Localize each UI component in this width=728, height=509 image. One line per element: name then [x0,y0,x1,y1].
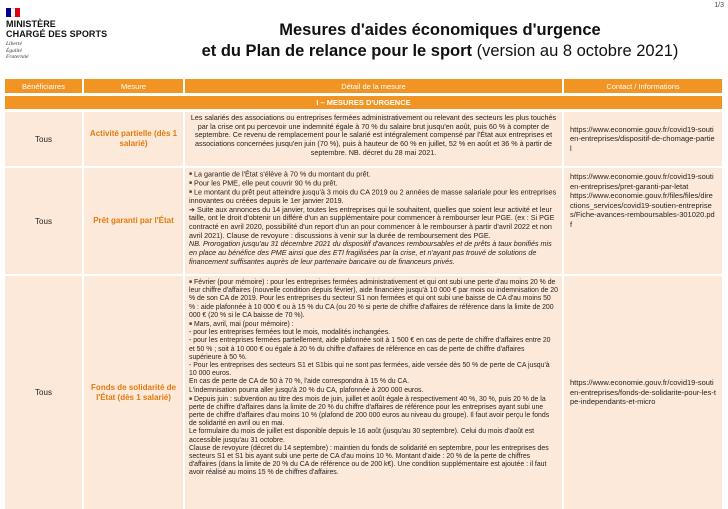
cell-detail [185,112,562,166]
detail-bullet: ■ Depuis juin : subvention au titre des mois de juin, juillet et août égale à respectivement 40 %, 30 %, puis 20 % de la perte de chiffre d'affaires dans la limite de 20 % du chiffre d'affaires de référence pour les entreprises ayant subi une perte de chiffre d'affaires d'au moins 10 % (plafond de 200 000 euros au niveau du groupe). Il faut avoir perçu le fonds de solidarité en avril ou en mai. [189,395,558,429]
detail-bullet: ■ Pour les PME, elle peut couvrir 90 % du prêt. [189,179,558,188]
contact-link[interactable]: https://www.economie.gouv.fr/covid19-soutien-entreprises/dispositif-de-chomage-partiel [570,124,715,153]
detail-paragraph: L'indemnisation pourra aller jusqu'à 20 % du CA, plafonnée à 200 000 euros. [189,386,424,394]
motto-fraternite: Fraternité [6,54,29,60]
cell-detail [185,168,562,274]
beneficiaires-text: Tous [35,388,52,397]
cell-mesure [84,276,183,509]
mesure-text: Activité partielle (dès 1 salarié) [89,129,178,148]
title-line2-rest: (version au 8 octobre 2021) [472,42,679,60]
beneficiaires-text: Tous [35,134,52,144]
contact-link[interactable]: https://www.economie.gouv.fr/covid19-soutien-entreprises/fonds-de-solidarite-pour-les-tpe-independants-et-micro [570,378,716,407]
beneficiaires-text: Tous [35,216,52,226]
table-row [5,276,722,509]
marianne-flag-icon [6,8,20,17]
table-row [5,168,722,274]
table-row [5,112,722,166]
motto-liberte: Liberté [6,41,22,47]
detail-note: NB. Prorogation jusqu'au 31 décembre 2021 du dispositif d'avances remboursables et de prêts à taux bonifiés mis en place au bénéfice des PME ainsi que des ETI fragilisées par la crise, et n'ayant pas trouvé de solutions de financement suffisantes auprès de leur partenaire bancaire ou de financeurs privés. [189,239,552,266]
detail-bullet: ■ Février (pour mémoire) : pour les entreprises fermées administrativement et qui ont subi une perte d'au moins 20 % de leur chiffre d'affaires (nouvelle condition depuis février), aide financière jusqu'à 10 000 € par mois ou indemnisation de 20 % de son CA de 2019. Pour les entreprises du secteur S1 non fermées et qui ont subi une baisse de CA d'au moins 50 % : aide plafonnée à 10 000 € ou à 15 % du CA (ou 20 % si perte de chiffre d'affaires de référence dans la limite de 200 000 € (20 % si le CA baisse de 70 %). [189,278,558,320]
ministry-logo [6,8,126,61]
detail-paragraph: Clause de revoyure (décret du 14 septembre) : maintien du fonds de solidarité en septembre, pour les entreprises des secteurs S1 et S1 bis ayant subi une perte de CA d'au moins 10 %. Montant d'aide : 20 % de la perte de chiffres d'affaires (dans la limite de 20 % du CA de référence ou de 200 k€). Une condition supplémentaire est ajoutée : il faut avoir réalisé au moins 15 % de chiffres d'affaires. [189,444,549,477]
table-header [5,79,722,93]
cell-contact [564,276,722,509]
mesure-text: Fonds de solidarité de l'État (dès 1 salarié) [91,382,176,402]
section-heading: I – MESURES D'URGENCE [5,96,722,109]
detail-bullet: ■ La garantie de l'État s'élève à 70 % du montant du prêt. [189,170,558,179]
header-mesure: Mesure [84,79,183,93]
ministry-name-line1: MINISTÈRE [6,19,56,29]
title-line1: Mesures d'aides économiques d'urgence [279,21,601,39]
cell-beneficiaires [5,168,82,274]
detail-bullet: ■ Mars, avril, mai (pour mémoire) : [189,320,558,329]
cell-mesure [84,112,183,166]
motto-egalite: Égalité [6,47,22,54]
detail-paragraph: - pour les entreprises fermées tout le mois, modalités inchangées. [189,329,391,337]
mesure-text: Prêt garanti par l'État [93,216,174,225]
title-line2-bold: et du Plan de relance pour le sport [201,42,473,60]
header-beneficiaires: Bénéficiaires [5,79,82,93]
detail-paragraph: - Pour les entreprises des secteurs S1 et S1bis qui ne sont pas fermées, aide versée dès 50 % de perte de CA jusqu'à 10 000 euros. [189,361,550,378]
detail-paragraph: Les salariés des associations ou entreprises fermées administrativement ou relevant des secteurs les plus touchés par la crise ont pu percevoir une indemnité égale à 70 % du salaire brut jusqu'en août, puis 60 % à compter de septembre. Ce revenu de remplacement pour le salarié est intégralement compensé par l'État aux entreprises et associations concernées jusqu'en juin (70 %), puis à hauteur de 60 % en juillet, 52 % en août et 36 % à partir de septembre. NB. décret du 28 mai 2021. [190,113,557,157]
page-number: 1/3 [714,2,724,9]
republic-motto [6,41,126,61]
cell-contact [564,112,722,166]
detail-arrow-item: ➔ Suite aux annonces du 14 janvier, toutes les entreprises qui le souhaitent, quelles que soient leur activité et leur taille, ont le droit d'obtenir un différé d'un an supplémentaire pour commencer à rembourser leur PGE. (ex : Si PGE contracté en avril 2020, possibilité d'un report d'un an pour commencer à le rembourser à partir d'avril 2022 et non avril 2021). Clause de revoyure : discussions à venir sur la durée de remboursement des PGE. [189,206,558,241]
ministry-name-line2: CHARGÉ DES SPORTS [6,29,108,39]
cell-beneficiaires [5,276,82,509]
detail-bullet: ■ Le montant du prêt peut atteindre jusqu'à 3 mois du CA 2019 ou 2 années de masse salariale pour les entreprises innovantes ou créées depuis le 1er janvier 2019. [189,188,558,206]
cell-mesure [84,168,183,274]
cell-contact [564,168,722,274]
contact-link[interactable]: https://www.economie.gouv.fr/covid19-soutien-entreprises/pret-garanti-par-letat https://www.economie.gouv.fr/files/files/directions_services/covid19-soutien-entreprises/Fiche-avances-remboursables-301020.pdf [570,172,715,229]
document-title [150,20,728,62]
detail-paragraph: Le formulaire du mois de juillet est disponible depuis le 16 août (jusqu'au 30 septembre). Celui du mois d'août est accessible jusqu'au 31 octobre. [189,428,535,444]
header-detail: Détail de la mesure [185,79,562,93]
cell-detail [185,276,562,509]
detail-paragraph: - pour les entreprises fermées partiellement, aide plafonnée soit à 1 500 € en cas de perte de chiffre d'affaires entre 20 et 50 % ; soit à 10 000 € ou égale à 20 % du chiffre d'affaires de référence en cas de perte de chiffre d'affaires supérieure à 50 %. [189,337,551,361]
header-contact: Contact / Informations [564,79,722,93]
detail-paragraph: En cas de perte de CA de 50 à 70 %, l'aide correspondra à 15 % du CA. [189,378,410,386]
cell-beneficiaires [5,112,82,166]
